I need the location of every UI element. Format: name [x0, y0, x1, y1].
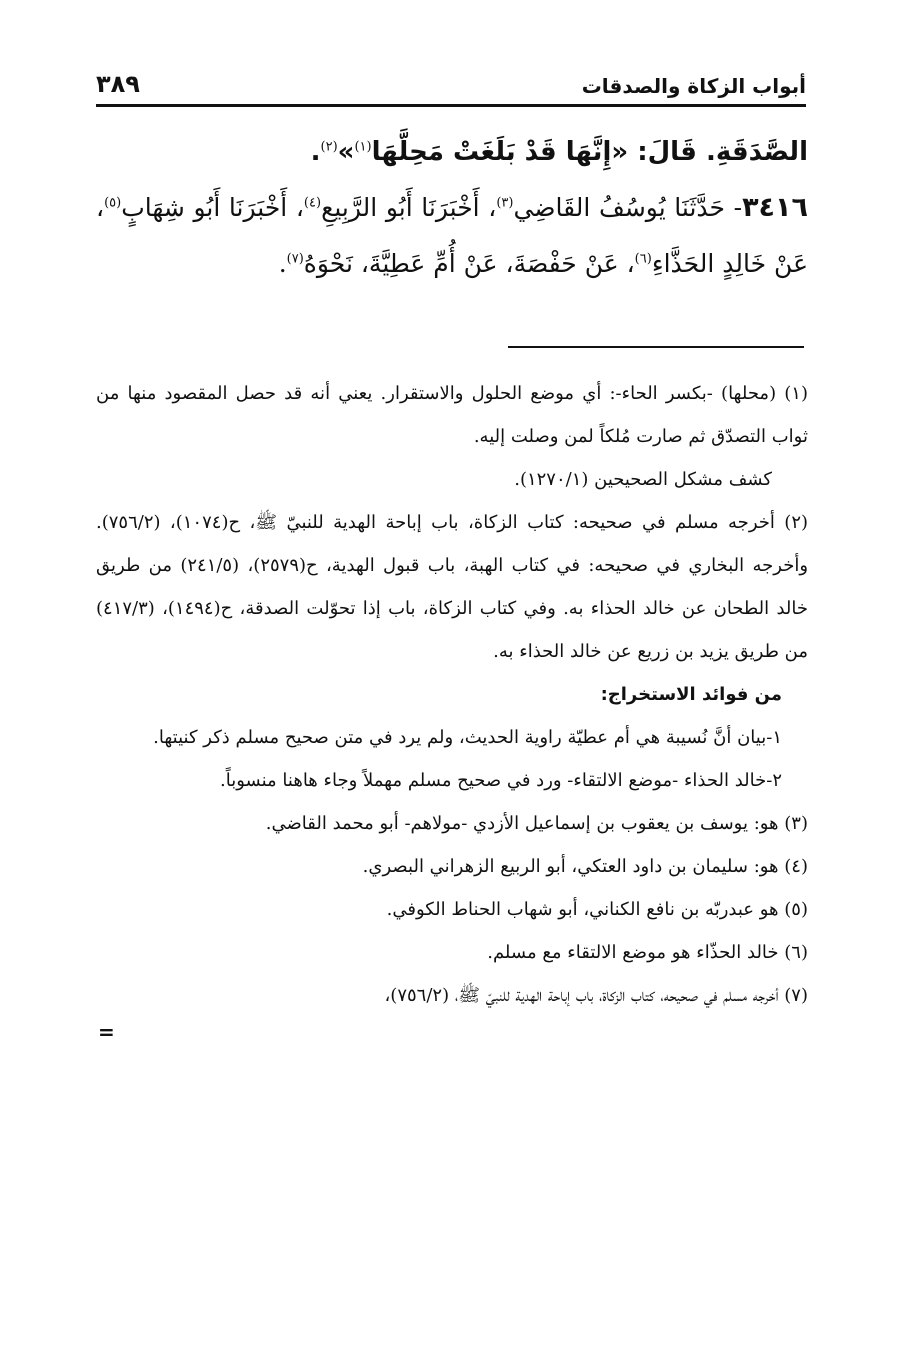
footnote-ref: (٧) [286, 251, 304, 267]
footnote-6: (٦) خالد الحذّاء هو موضع الالتقاء مع مسلم. [487, 942, 808, 963]
hadith-number: ٣٤١٦ [742, 192, 808, 223]
quote-close: » [337, 137, 355, 167]
footnote-5: (٥) هو عبدربّه بن نافع الكناني، أبو شهاب الحناط الكوفي. [386, 899, 808, 920]
page-number: ٣٨٩ [96, 70, 140, 98]
isnad-text: - حَدَّثَنَا يُوسُفُ القَاضِي [513, 193, 743, 222]
footnote-4: (٤) هو: سليمان بن داود العتكي، أبو الربيع الزهراني البصري. [362, 856, 808, 877]
footnote-ref: (١) [354, 139, 372, 155]
running-header [96, 70, 806, 104]
footnote-ref: (٤) [303, 195, 322, 211]
footnote-ref: (٥) [104, 195, 122, 211]
footnote-7: (٧) أخرجه مسلم في صحيحه، كتاب الزكاة، باب إباحة الهدية للنبيّ ﷺ، (٧٥٦/٢)، [384, 985, 808, 1006]
continuation-mark: = [98, 1020, 115, 1044]
footnote-ref: (٢) [320, 139, 338, 155]
isnad-text: ، عَنْ حَفْصَةَ، عَنْ أُمِّ عَطِيَّةَ، نَحْوَهُ [303, 249, 635, 278]
sentence-end: . [310, 137, 321, 167]
chapter-title: أبواب الزكاة والصدقات [581, 74, 806, 98]
isnad-text: ، أَخْبَرَنَا أَبُو شِهَابٍ [121, 193, 304, 222]
header-rule [96, 104, 806, 107]
isnad-text: ، عَنْ خَالِدٍ الحَذَّاءِ [96, 193, 808, 278]
main-text [96, 124, 808, 292]
footnote-separator [508, 346, 804, 348]
footnote-1-source: كشف مشكل الصحيحين (١٢٧٠/١). [514, 469, 772, 490]
hadith-paragraph [96, 180, 808, 292]
footnote-1: (١) (محلها) -بكسر الحاء-: أي موضع الحلول والاستقرار. يعني أنه قد حصل المقصود منها من ثواب التصدّق ثم صارت مُلكاً لمن وصلت إليه. [96, 383, 808, 447]
footnote-3: (٣) هو: يوسف بن يعقوب بن إسماعيل الأزدي -مولاهم- أبو محمد القاضي. [265, 813, 808, 834]
isnad-text: ، أَخْبَرَنَا أَبُو الرَّبِيعِ [321, 193, 497, 222]
hadith-ending-line [96, 124, 808, 180]
footnote-ref: (٣) [496, 195, 514, 211]
benefits-heading: من فوائد الاستخراج: [600, 684, 782, 705]
benefit-1: ١-بيان أنَّ نُسيبة هي أم عطيّة راوية الحديث، ولم يرد في متن صحيح مسلم ذكر كنيتها. [153, 727, 782, 748]
sentence-end: . [278, 249, 287, 278]
footnote-ref: (٦) [634, 251, 652, 267]
footnotes [96, 372, 808, 1047]
benefit-2: ٢-خالد الحذاء -موضع الالتقاء- ورد في صحيح مسلم مهملاً وجاء هاهنا منسوباً. [220, 770, 782, 791]
footnote-2: (٢) أخرجه مسلم في صحيحه: كتاب الزكاة، باب إباحة الهدية للنبيّ ﷺ، ح(١٠٧٤)، (٧٥٦/٢). وأخرجه البخاري في صحيحه: في كتاب الهبة، باب قبول الهدية، ح(٢٥٧٩)، (٢٤١/٥) من طريق خالد الطحان عن خالد الحذاء به. وفي كتاب الزكاة، باب إذا تحوّلت الصدقة، ح(١٤٩٤)، (٤١٧/٣) من طريق يزيد بن زريع عن خالد الحذاء به. [96, 512, 809, 662]
hadith-ending-text: الصَّدَقَةِ. قَالَ: «إِنَّهَا قَدْ بَلَغَتْ مَحِلَّهَا [371, 137, 808, 167]
